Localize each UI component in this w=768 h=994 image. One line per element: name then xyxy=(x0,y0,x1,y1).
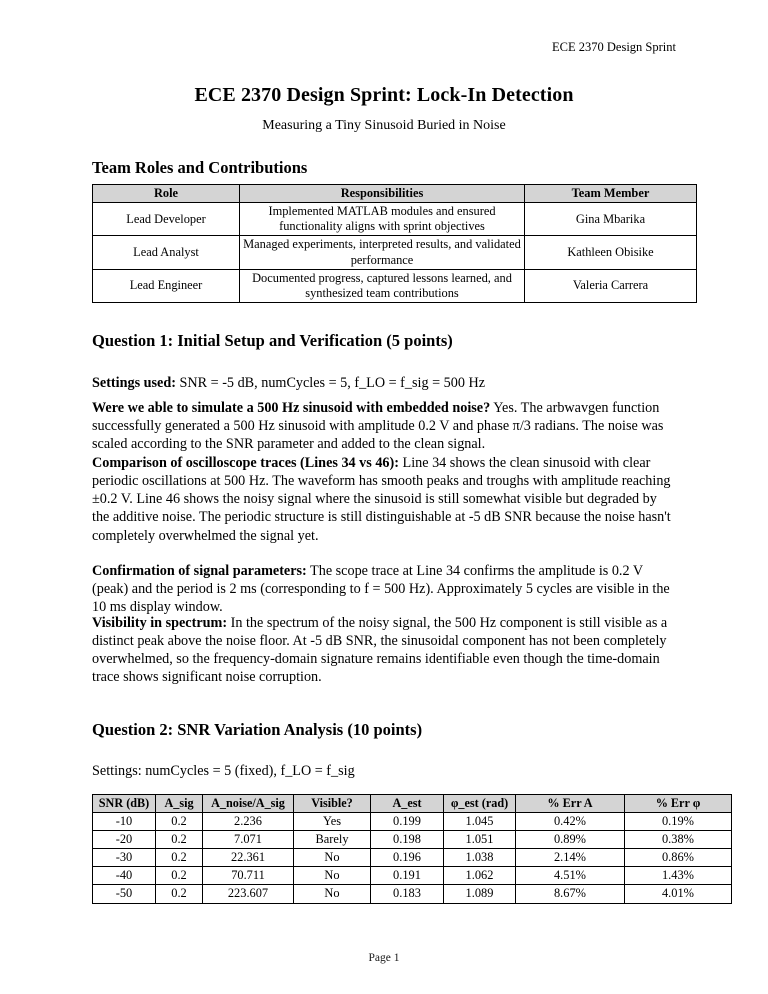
q1-paragraph-simulation-body: Yes. The arbwavgen function successfully generated a 500 Hz sinusoid with amplitude 0.2 V and phase π/3 radians. The noise was scaled according to the SNR parameter and added to the clean signal. xyxy=(92,400,664,453)
cell-responsibilities: Implemented MATLAB modules and ensured functionality aligns with sprint objectives xyxy=(240,203,525,236)
column-header-team-member: Team Member xyxy=(525,185,697,203)
table-row xyxy=(93,831,732,849)
cell-phi-est: 1.045 xyxy=(444,812,516,830)
cell-a-est: 0.199 xyxy=(371,812,444,830)
column-header-pct-err-a: % Err A xyxy=(516,795,625,813)
cell-pct-err-a: 8.67% xyxy=(516,885,625,903)
cell-visible: Barely xyxy=(294,831,371,849)
cell-a-sig: 0.2 xyxy=(156,885,203,903)
cell-pct-err-a: 4.51% xyxy=(516,867,625,885)
column-header-snr-db: SNR (dB) xyxy=(93,795,156,813)
cell-snr-db: -10 xyxy=(93,812,156,830)
document-title: ECE 2370 Design Sprint: Lock-In Detection xyxy=(194,84,574,106)
cell-a-noise-ratio: 70.711 xyxy=(203,867,294,885)
cell-visible: No xyxy=(294,867,371,885)
cell-phi-est: 1.062 xyxy=(444,867,516,885)
column-header-visible: Visible? xyxy=(294,795,371,813)
cell-pct-err-phi: 0.19% xyxy=(625,812,732,830)
cell-role: Lead Engineer xyxy=(93,269,240,302)
running-header: ECE 2370 Design Sprint xyxy=(552,40,676,54)
table-row xyxy=(93,885,732,903)
table-header-row xyxy=(93,185,697,203)
q1-paragraph-simulation-lead: Were we able to simulate a 500 Hz sinusoid with embedded noise? xyxy=(92,400,491,417)
cell-snr-db: -20 xyxy=(93,831,156,849)
cell-visible: No xyxy=(294,849,371,867)
cell-responsibilities: Documented progress, captured lessons learned, and synthesized team contributions xyxy=(240,269,525,302)
table-row xyxy=(93,203,697,236)
cell-pct-err-a: 0.89% xyxy=(516,831,625,849)
column-header-responsibilities: Responsibilities xyxy=(240,185,525,203)
cell-snr-db: -30 xyxy=(93,849,156,867)
cell-role: Lead Developer xyxy=(93,203,240,236)
cell-a-sig: 0.2 xyxy=(156,849,203,867)
column-header-pct-err-phi: % Err φ xyxy=(625,795,732,813)
cell-phi-est: 1.089 xyxy=(444,885,516,903)
cell-responsibilities: Managed experiments, interpreted results, and validated performance xyxy=(240,236,525,269)
q1-settings-value: SNR = -5 dB, numCycles = 5, f_LO = f_sig = 500 Hz xyxy=(175,375,486,392)
cell-snr-db: -50 xyxy=(93,885,156,903)
column-header-a-sig: A_sig xyxy=(156,795,203,813)
q1-paragraph-confirmation-body: The scope trace at Line 34 confirms the amplitude is 0.2 V (peak) and the period is 2 ms (corresponding to f = 500 Hz). Approximately 5 cycles are visible in the 10 ms display window. xyxy=(92,563,670,616)
column-header-a-est: A_est xyxy=(371,795,444,813)
cell-a-noise-ratio: 7.071 xyxy=(203,831,294,849)
cell-pct-err-a: 2.14% xyxy=(516,849,625,867)
section-heading-team-roles: Team Roles and Contributions xyxy=(92,158,308,177)
cell-phi-est: 1.038 xyxy=(444,849,516,867)
document-subtitle: Measuring a Tiny Sinusoid Buried in Noise xyxy=(262,118,506,133)
team-roles-table xyxy=(92,184,697,303)
cell-team-member: Kathleen Obisike xyxy=(525,236,697,269)
q1-settings-label: Settings used: xyxy=(92,375,176,392)
cell-pct-err-phi: 1.43% xyxy=(625,867,732,885)
table-row xyxy=(93,867,732,885)
column-header-phi-est: φ_est (rad) xyxy=(444,795,516,813)
cell-a-est: 0.183 xyxy=(371,885,444,903)
q1-paragraph-trace-comparison-lead: Comparison of oscilloscope traces (Lines 34 vs 46): xyxy=(92,455,399,472)
cell-visible: No xyxy=(294,885,371,903)
cell-phi-est: 1.051 xyxy=(444,831,516,849)
cell-a-noise-ratio: 22.361 xyxy=(203,849,294,867)
cell-team-member: Valeria Carrera xyxy=(525,269,697,302)
q1-paragraph-confirmation-lead: Confirmation of signal parameters: xyxy=(92,563,307,580)
q1-paragraph-trace-comparison-body: Line 34 shows the clean sinusoid with clear periodic oscillations at 500 Hz. The waveform has smooth peaks and troughs with amplitude reaching ±0.2 V. Line 46 shows the noisy signal where the sinusoid is still somewhat visible but degraded by the additive noise. The periodic structure is still distinguishable at -5 dB SNR because the noise hasn't completely overwhelmed the signal yet. xyxy=(92,455,671,544)
cell-pct-err-phi: 0.86% xyxy=(625,849,732,867)
q1-settings-line xyxy=(92,374,677,392)
cell-pct-err-phi: 4.01% xyxy=(625,885,732,903)
section-heading-question-1: Question 1: Initial Setup and Verification (5 points) xyxy=(92,331,453,350)
cell-role: Lead Analyst xyxy=(93,236,240,269)
cell-visible: Yes xyxy=(294,812,371,830)
snr-variation-table xyxy=(92,794,732,904)
q2-settings-line: Settings: numCycles = 5 (fixed), f_LO = f_sig xyxy=(92,763,355,780)
cell-a-est: 0.196 xyxy=(371,849,444,867)
page-footer: Page 1 xyxy=(368,952,400,964)
table-header-row xyxy=(93,795,732,813)
q1-paragraph-spectrum-visibility xyxy=(92,614,677,686)
table-row xyxy=(93,849,732,867)
column-header-role: Role xyxy=(93,185,240,203)
cell-a-est: 0.191 xyxy=(371,867,444,885)
cell-a-noise-ratio: 2.236 xyxy=(203,812,294,830)
cell-a-sig: 0.2 xyxy=(156,831,203,849)
cell-a-sig: 0.2 xyxy=(156,867,203,885)
column-header-a-noise-ratio: A_noise/A_sig xyxy=(203,795,294,813)
q1-paragraph-trace-comparison xyxy=(92,454,677,544)
q1-paragraph-confirmation xyxy=(92,562,677,616)
table-row xyxy=(93,236,697,269)
q1-paragraph-spectrum-visibility-body: In the spectrum of the noisy signal, the 500 Hz component is still visible as a distinct peak above the noise floor. At -5 dB SNR, the sinusoidal component has not been completely overwhelmed, so the frequency-domain signature remains identifiable even though the time-domain trace shows significant noise corruption. xyxy=(92,615,668,686)
table-row xyxy=(93,269,697,302)
section-heading-question-2: Question 2: SNR Variation Analysis (10 points) xyxy=(92,720,423,739)
cell-a-est: 0.198 xyxy=(371,831,444,849)
table-row xyxy=(93,812,732,830)
cell-pct-err-a: 0.42% xyxy=(516,812,625,830)
cell-team-member: Gina Mbarika xyxy=(525,203,697,236)
cell-snr-db: -40 xyxy=(93,867,156,885)
cell-a-noise-ratio: 223.607 xyxy=(203,885,294,903)
q1-paragraph-spectrum-visibility-lead: Visibility in spectrum: xyxy=(92,615,228,632)
cell-pct-err-phi: 0.38% xyxy=(625,831,732,849)
cell-a-sig: 0.2 xyxy=(156,812,203,830)
q1-paragraph-simulation xyxy=(92,399,677,453)
